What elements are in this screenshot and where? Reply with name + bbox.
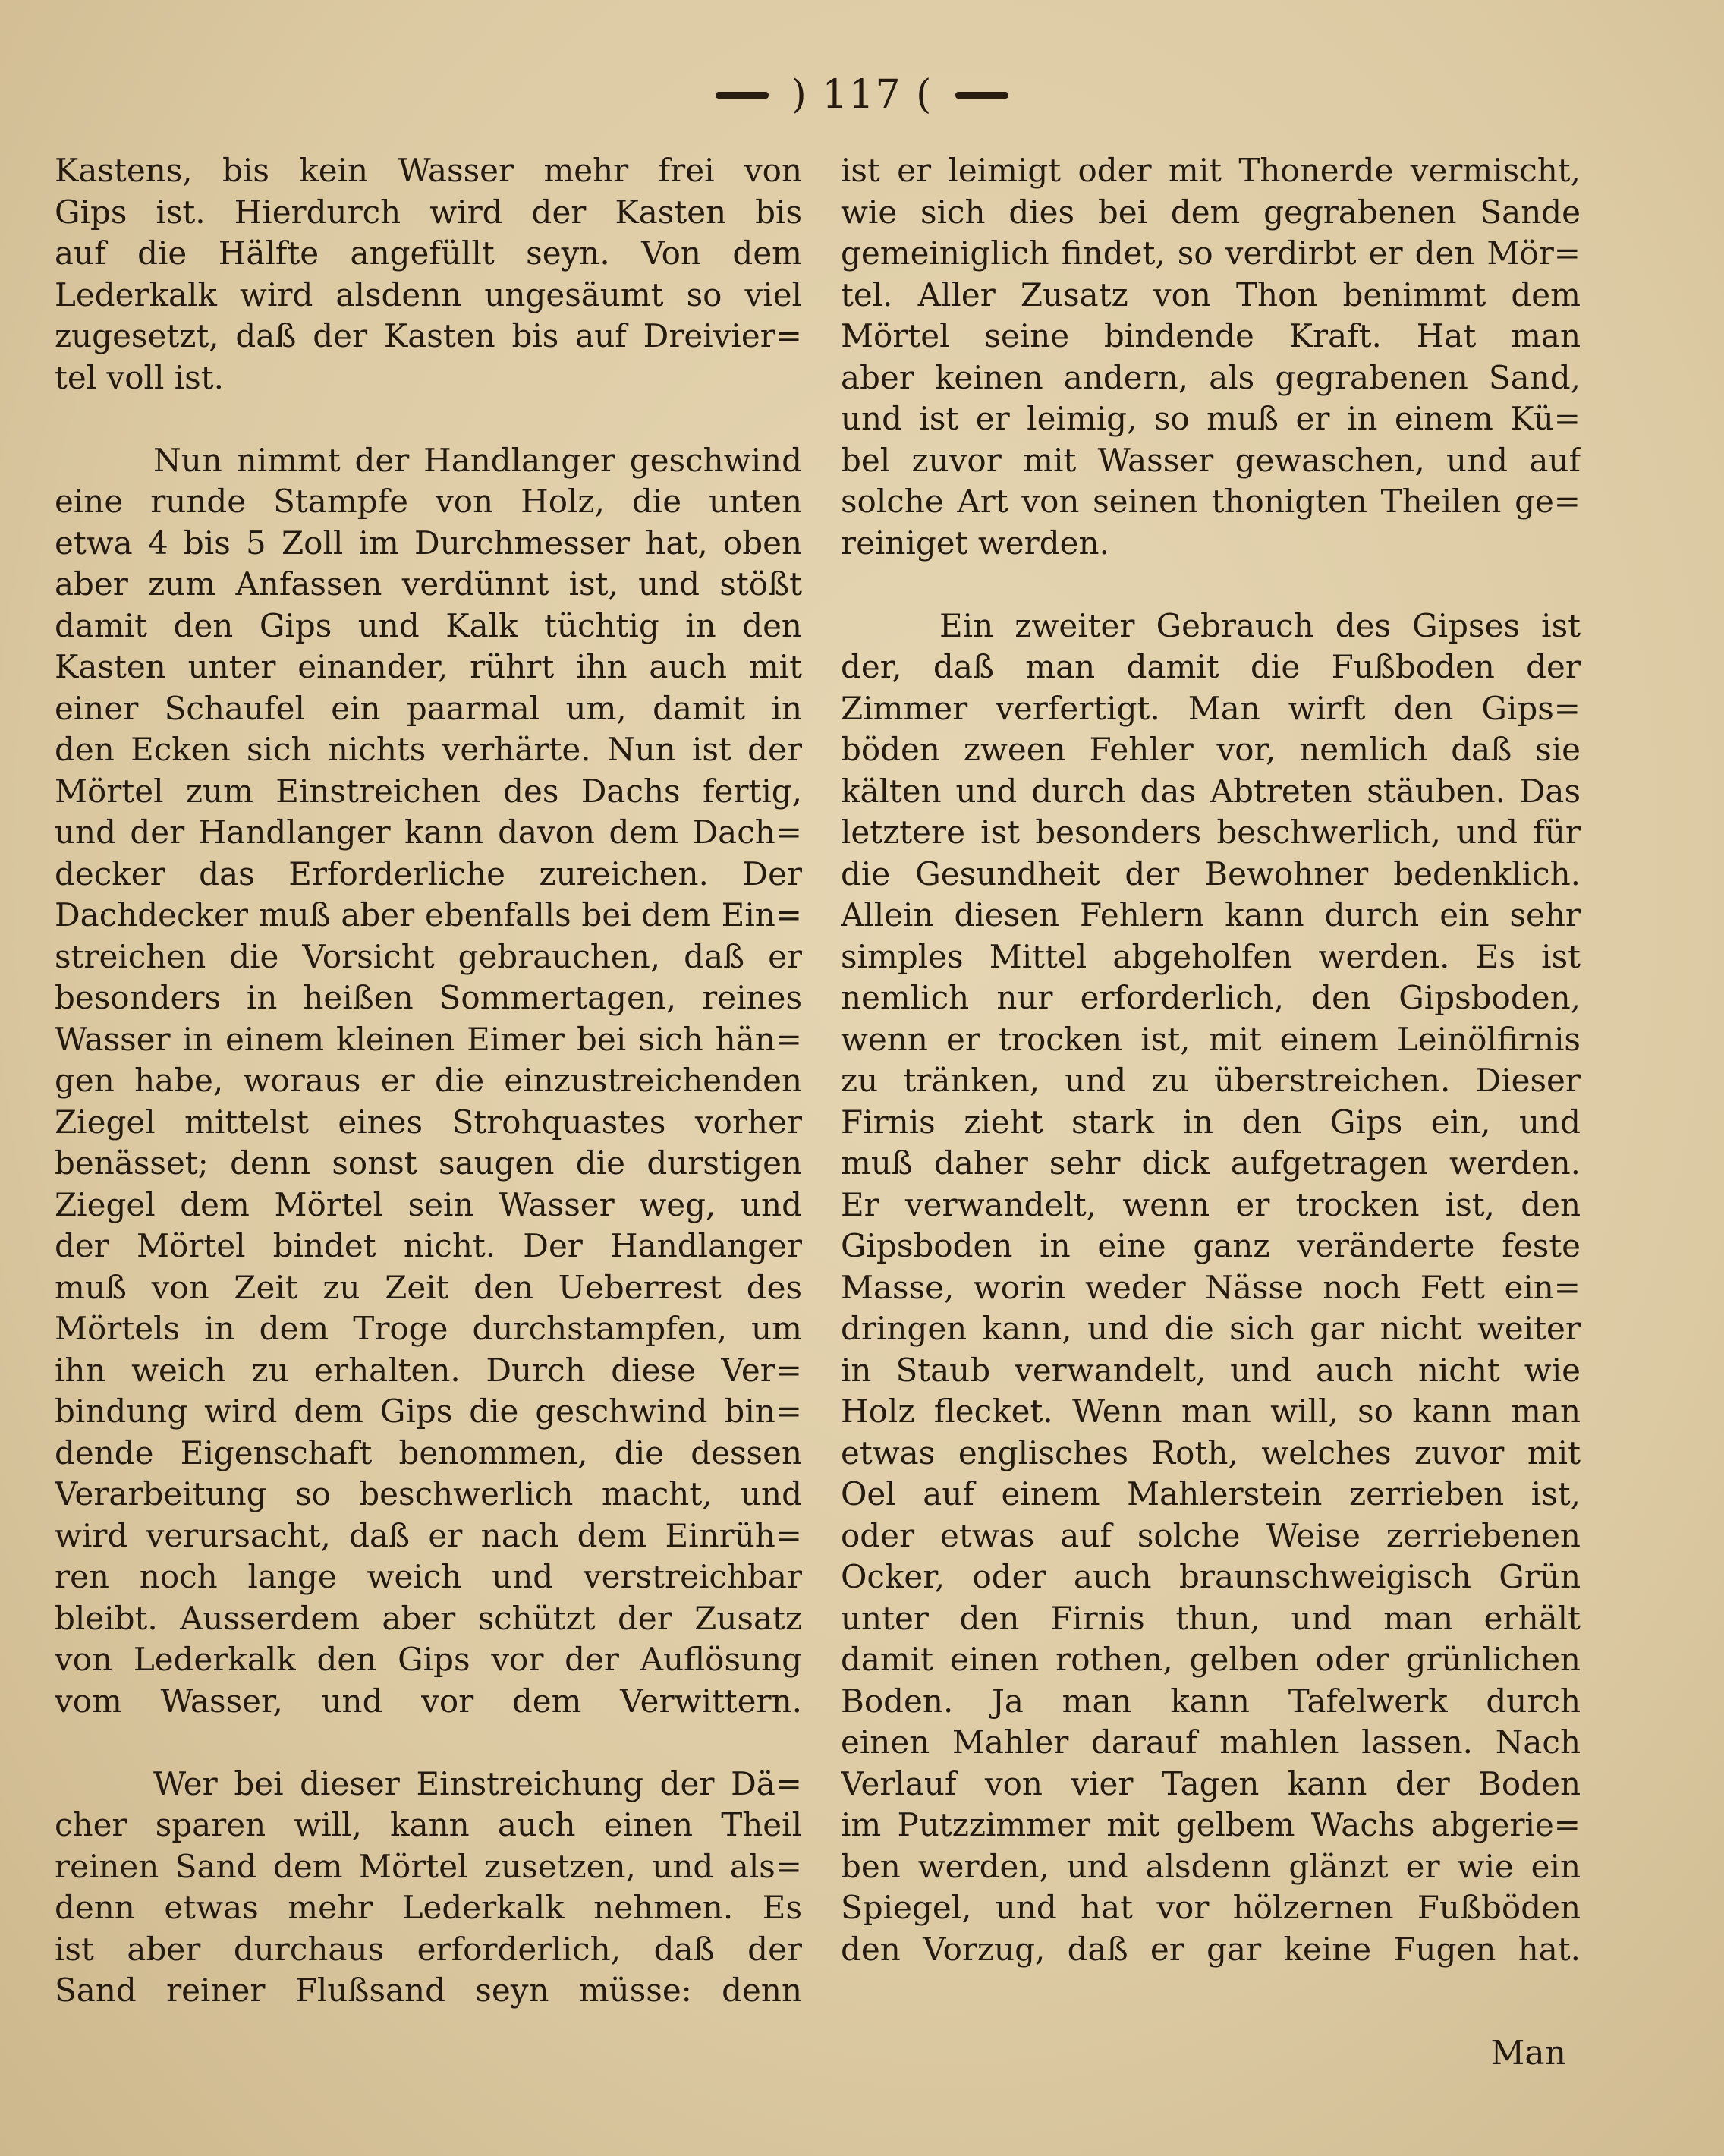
text-line: Ziegel mittelst eines Strohquastes vorher	[55, 1103, 802, 1141]
text-line: Gipsboden in eine ganz veränderte feste	[841, 1227, 1581, 1264]
text-line: aber zum Anfassen verdünnt ist, und stößt	[55, 565, 802, 603]
text-line: ben werden, und alsdenn glänzt er wie ein	[841, 1847, 1581, 1885]
paragraph-gap	[841, 564, 1581, 606]
text-line: die Gesundheit der Bewohner bedenklich.	[841, 855, 1581, 892]
text-line: Oel auf einem Mahlerstein zerrieben ist,	[841, 1475, 1581, 1512]
text-line: Kasten unter einander, rührt ihn auch mit	[55, 648, 802, 685]
text-line: vom Wasser, und vor dem Verwittern.	[55, 1682, 802, 1720]
text-line: Zimmer verfertigt. Man wirft den Gips=	[841, 689, 1581, 727]
text-line: im Putzzimmer mit gelbem Wachs abgerie=	[841, 1806, 1581, 1843]
page-header	[0, 68, 1724, 121]
text-line: der Mörtel bindet nicht. Der Handlanger	[55, 1227, 802, 1264]
text-line: letztere ist besonders beschwerlich, und für	[841, 814, 1581, 851]
text-line: Mörtel seine bindende Kraft. Hat man	[841, 317, 1581, 354]
text-line: Ein zweiter Gebrauch des Gipses ist	[939, 606, 1581, 644]
catchword: Man	[1490, 2034, 1566, 2073]
text-line: Spiegel, und hat vor hölzernen Fußböden	[841, 1889, 1581, 1926]
text-line: Sand reiner Flußsand seyn müsse: denn	[55, 1972, 802, 2009]
text-line: Nun nimmt der Handlanger geschwind	[153, 441, 802, 479]
text-line: Holz flecket. Wenn man will, so kann man	[841, 1393, 1581, 1430]
text-line: damit einen rothen, gelben oder grünlichen	[841, 1641, 1581, 1678]
text-line: den Ecken sich nichts verhärte. Nun ist der	[55, 731, 802, 768]
text-line: ren noch lange weich und verstreichbar	[55, 1558, 802, 1595]
right-column	[841, 150, 1581, 1970]
text-line: Gips ist. Hierdurch wird der Kasten bis	[55, 193, 802, 231]
text-line: Er verwandelt, wenn er trocken ist, den	[841, 1185, 1581, 1223]
text-line: Verlauf von vier Tagen kann der Boden	[841, 1764, 1581, 1802]
text-line: simples Mittel abgeholfen werden. Es ist	[841, 937, 1581, 975]
text-line: Mörtel zum Einstreichen des Dachs fertig,	[55, 772, 802, 810]
text-line: der, daß man damit die Fußboden der	[841, 648, 1581, 685]
text-line: Boden. Ja man kann Tafelwerk durch	[841, 1682, 1581, 1720]
text-line: denn etwas mehr Lederkalk nehmen. Es	[55, 1889, 802, 1926]
text-line: decker das Erforderliche zureichen. Der	[55, 855, 802, 892]
text-line: in Staub verwandelt, und auch nicht wie	[841, 1351, 1581, 1389]
text-line: Mörtels in dem Troge durchstampfen, um	[55, 1310, 802, 1347]
text-line: Allein diesen Fehlern kann durch ein sehr	[841, 896, 1581, 933]
left-column	[55, 150, 802, 2012]
text-line: etwa 4 bis 5 Zoll im Durchmesser hat, oben	[55, 524, 802, 562]
text-line: cher sparen will, kann auch einen Theil	[55, 1806, 802, 1843]
text-line: kälten und durch das Abtreten stäuben. Das	[841, 772, 1581, 810]
text-line: dende Eigenschaft benommen, die dessen	[55, 1434, 802, 1471]
text-line: gemeiniglich findet, so verdirbt er den Mör=	[841, 234, 1581, 272]
text-line: Wer bei dieser Einstreichung der Dä=	[153, 1764, 802, 1802]
text-line: besonders in heißen Sommertagen, reines	[55, 979, 802, 1016]
text-line: reiniget werden.	[841, 524, 1109, 562]
paragraph-gap	[55, 398, 802, 440]
text-line: reinen Sand dem Mörtel zusetzen, und als=	[55, 1847, 802, 1885]
text-line: ihn weich zu erhalten. Durch diese Ver=	[55, 1351, 802, 1389]
text-line: muß daher sehr dick aufgetragen werden.	[841, 1144, 1581, 1182]
page-number: ) 117 (	[791, 72, 933, 118]
header-rule-left	[716, 92, 769, 99]
text-line: Firnis zieht stark in den Gips ein, und	[841, 1103, 1581, 1141]
text-line: ist aber durchaus erforderlich, daß der	[55, 1930, 802, 1968]
text-line: aber keinen andern, als gegrabenen Sand,	[841, 358, 1581, 396]
text-line: bleibt. Ausserdem aber schützt der Zusatz	[55, 1599, 802, 1637]
text-line: tel. Aller Zusatz von Thon benimmt dem	[841, 275, 1581, 313]
text-line: auf die Hälfte angefüllt seyn. Von dem	[55, 234, 802, 272]
text-line: wenn er trocken ist, mit einem Leinölfirnis	[841, 1020, 1581, 1058]
text-line: zu tränken, und zu überstreichen. Dieser	[841, 1062, 1581, 1099]
text-line: etwas englisches Roth, welches zuvor mit	[841, 1434, 1581, 1471]
text-line: benässet; denn sonst saugen die durstigen	[55, 1144, 802, 1182]
text-line: Lederkalk wird alsdenn ungesäumt so viel	[55, 275, 802, 313]
text-line: ist er leimigt oder mit Thonerde vermischt,	[841, 152, 1581, 189]
text-line: damit den Gips und Kalk tüchtig in den	[55, 606, 802, 644]
text-line: Verarbeitung so beschwerlich macht, und	[55, 1475, 802, 1512]
text-line: böden zween Fehler vor, nemlich daß sie	[841, 731, 1581, 768]
text-line: einen Mahler darauf mahlen lassen. Nach	[841, 1723, 1581, 1761]
text-line: und ist er leimig, so muß er in einem Kü=	[841, 400, 1581, 437]
text-line: streichen die Vorsicht gebrauchen, daß er	[55, 937, 802, 975]
text-line: nemlich nur erforderlich, den Gipsboden,	[841, 979, 1581, 1016]
text-line: bindung wird dem Gips die geschwind bin=	[55, 1393, 802, 1430]
text-line: dringen kann, und die sich gar nicht weiter	[841, 1310, 1581, 1347]
text-line: unter den Firnis thun, und man erhält	[841, 1599, 1581, 1637]
text-line: wie sich dies bei dem gegrabenen Sande	[841, 193, 1581, 231]
text-line: oder etwas auf solche Weise zerriebenen	[841, 1516, 1581, 1554]
text-line: einer Schaufel ein paarmal um, damit in	[55, 689, 802, 727]
text-line: zugesetzt, daß der Kasten bis auf Dreivier=	[55, 317, 802, 354]
text-line: Kastens, bis kein Wasser mehr frei von	[55, 152, 802, 189]
text-line: Masse, worin weder Nässe noch Fett ein=	[841, 1268, 1581, 1306]
text-line: bel zuvor mit Wasser gewaschen, und auf	[841, 441, 1581, 479]
text-line: Dachdecker muß aber ebenfalls bei dem Ein=	[55, 896, 802, 933]
header-rule-right	[955, 92, 1008, 99]
text-line: Ziegel dem Mörtel sein Wasser weg, und	[55, 1185, 802, 1223]
text-line: solche Art von seinen thonigten Theilen ge=	[841, 483, 1581, 520]
text-line: gen habe, woraus er die einzustreichenden	[55, 1062, 802, 1099]
text-line: und der Handlanger kann davon dem Dach=	[55, 814, 802, 851]
text-line: von Lederkalk den Gips vor der Auflösung	[55, 1641, 802, 1678]
text-line: wird verursacht, daß er nach dem Einrüh=	[55, 1516, 802, 1554]
text-line: muß von Zeit zu Zeit den Ueberrest des	[55, 1268, 802, 1306]
text-line: Wasser in einem kleinen Eimer bei sich hän=	[55, 1020, 802, 1058]
text-line: tel voll ist.	[55, 358, 224, 396]
text-line: eine runde Stampfe von Holz, die unten	[55, 483, 802, 520]
text-line: den Vorzug, daß er gar keine Fugen hat.	[841, 1930, 1581, 1968]
paragraph-gap	[55, 1722, 802, 1764]
text-line: Ocker, oder auch braunschweigisch Grün	[841, 1558, 1581, 1595]
